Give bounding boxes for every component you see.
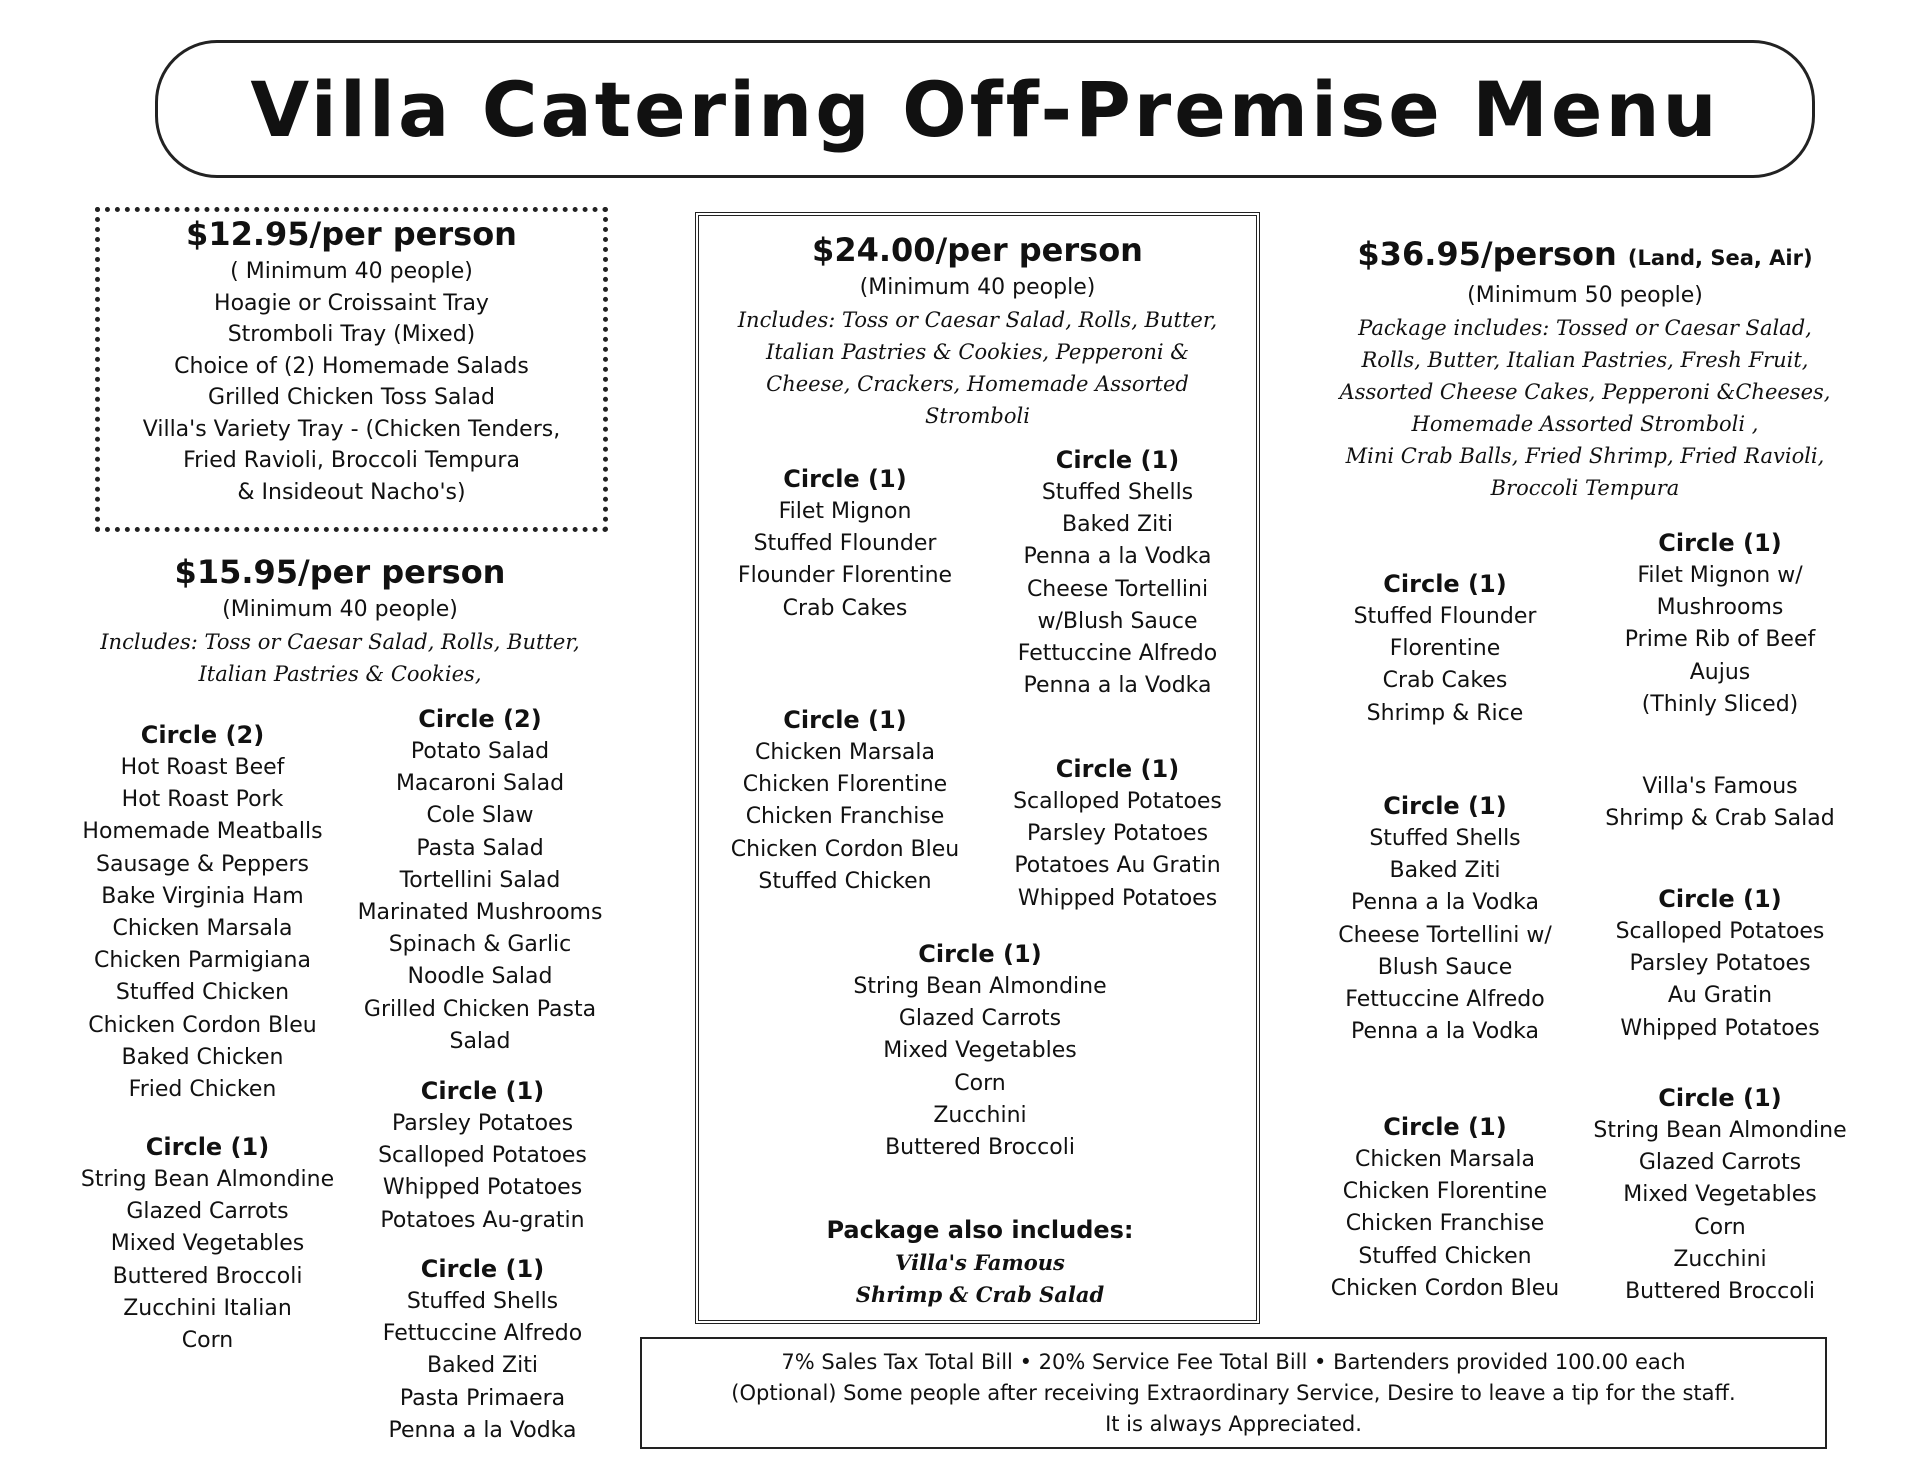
package-price: $12.95/per person (186, 215, 517, 253)
menu-item: Chicken Cordon Bleu (1330, 1275, 1560, 1301)
menu-item: Glazed Carrots (126, 1199, 289, 1225)
menu-item: Baked Ziti (1389, 858, 1501, 884)
menu-item: Grilled Chicken Toss Salad (208, 385, 495, 410)
menu-item: Penna a la Vodka (388, 1417, 577, 1443)
circle-group (350, 1074, 615, 1237)
menu-item: Stuffed Shells (1041, 480, 1194, 505)
circle-heading: Circle (1) (783, 465, 907, 493)
menu-item: Spinach & Garlic (388, 932, 572, 958)
famous-salad-line: Villa's Famous (1642, 774, 1798, 799)
menu-item: String Bean Almondine (853, 974, 1107, 999)
package-price (1285, 232, 1885, 280)
circle-heading: Circle (1) (420, 1077, 545, 1105)
menu-item: Baked Chicken (121, 1044, 284, 1070)
menu-item: Corn (181, 1328, 234, 1354)
package-includes: Stromboli (925, 404, 1030, 429)
menu-item: Fried Ravioli, Broccoli Tempura (183, 448, 520, 473)
menu-item: Penna a la Vodka (1023, 673, 1212, 699)
menu-item: Chicken Parmigiana (94, 948, 311, 974)
package-includes: Includes: Toss or Caesar Salad, Rolls, Butter, (737, 308, 1218, 333)
circle-group (355, 1252, 610, 1447)
menu-item: Tortellini Salad (399, 867, 561, 893)
package-includes: Mini Crab Balls, Fried Shrimp, Fried Ravioli, (1345, 443, 1825, 468)
circle-group (345, 702, 615, 1058)
famous-salad-line: Shrimp & Crab Salad (1605, 806, 1835, 832)
circle-heading: Circle (1) (783, 706, 907, 734)
menu-item: Chicken Franchise (1345, 1211, 1545, 1237)
menu-item: Chicken Franchise (745, 804, 945, 830)
menu-item: Mixed Vegetables (1623, 1182, 1817, 1208)
menu-item: Crab Cakes (782, 595, 908, 621)
menu-item: Pasta Primaera (399, 1385, 566, 1411)
package-price: $24.00/per person (812, 231, 1143, 269)
menu-item: Potato Salad (410, 739, 550, 764)
menu-item: Buttered Broccoli (885, 1135, 1075, 1161)
package-minimum: (Minimum 40 people) (859, 275, 1096, 300)
package-1295 (95, 212, 608, 508)
menu-item: Potatoes Au-gratin (380, 1207, 585, 1233)
menu-item: Penna a la Vodka (1023, 544, 1212, 570)
menu-item: Chicken Marsala (1355, 1147, 1535, 1172)
menu-item: Corn (954, 1070, 1006, 1096)
menu-item: Flounder Florentine (737, 563, 953, 589)
menu-item: Scalloped Potatoes (1013, 789, 1222, 814)
circle-group (710, 703, 980, 898)
package-price-value: $36.95/person (1357, 235, 1617, 273)
menu-item: Aujus (1689, 659, 1751, 685)
package-includes: Assorted Cheese Cakes, Pepperoni &Cheeses, (1339, 379, 1831, 404)
menu-item: Whipped Potatoes (1620, 1015, 1820, 1041)
menu-item: w/Blush Sauce (1037, 608, 1198, 634)
circle-group (985, 752, 1250, 915)
menu-item: (Thinly Sliced) (1641, 691, 1799, 717)
circle-heading: Circle (1) (420, 1255, 545, 1283)
circle-heading: Circle (2) (140, 721, 265, 749)
menu-item: Penna a la Vodka (1350, 890, 1540, 916)
menu-item: Buttered Broccoli (1625, 1279, 1815, 1305)
circle-heading: Circle (2) (418, 705, 542, 733)
menu-item: Chicken Cordon Bleu (88, 1012, 317, 1038)
menu-item: Prime Rib of Beef (1624, 627, 1816, 653)
circle-group (65, 718, 340, 1106)
circle-group (1305, 789, 1585, 1048)
menu-item: Cole Slaw (426, 803, 534, 829)
menu-item: Fried Chicken (128, 1077, 277, 1103)
menu-item: Hot Roast Beef (120, 755, 285, 780)
menu-item: Stuffed Shells (406, 1289, 559, 1314)
circle-heading: Circle (1) (1055, 446, 1180, 474)
circle-group (1590, 526, 1850, 721)
menu-item: Zucchini (1673, 1246, 1767, 1272)
circle-group (65, 1130, 350, 1357)
package-includes: Package includes: Tossed or Caesar Salad, (1358, 315, 1812, 340)
menu-item: Stuffed Chicken (758, 868, 932, 894)
menu-item: Fettuccine Alfredo (1017, 641, 1218, 667)
package-includes: Italian Pastries & Cookies, (198, 662, 482, 687)
menu-item: Stuffed Chicken (115, 980, 290, 1006)
menu-item: Homemade Meatballs (82, 819, 323, 845)
menu-item: Scalloped Potatoes (378, 1143, 587, 1169)
menu-item: String Bean Almondine (1593, 1118, 1847, 1143)
menu-item: Sausage & Peppers (96, 851, 309, 877)
menu-item: Buttered Broccoli (112, 1263, 303, 1289)
menu-item: Zucchini (933, 1102, 1027, 1128)
menu-item: Fettuccine Alfredo (1345, 987, 1545, 1013)
menu-item: Glazed Carrots (1638, 1150, 1802, 1176)
menu-item: Cheese Tortellini w/ (1338, 922, 1552, 948)
menu-item: Noodle Salad (407, 964, 553, 990)
menu-item: Macaroni Salad (395, 771, 565, 797)
menu-item: Chicken Florentine (742, 772, 948, 798)
menu-item: Whipped Potatoes (382, 1175, 583, 1201)
circle-group (985, 443, 1250, 702)
menu-item: Chicken Cordon Bleu (730, 836, 960, 862)
menu-item: & Insideout Nacho's) (237, 479, 466, 505)
circle-heading: Circle (1) (1383, 792, 1507, 820)
menu-item: Mushrooms (1656, 595, 1784, 621)
package-includes: Homemade Assorted Stromboli , (1411, 411, 1759, 436)
menu-item: Chicken Marsala (755, 740, 935, 765)
menu-item: Salad (449, 1028, 511, 1054)
also-includes-heading: Package also includes: (826, 1216, 1134, 1244)
menu-item: Mixed Vegetables (110, 1231, 305, 1257)
circle-group (830, 937, 1130, 1164)
menu-item: Chicken Florentine (1342, 1179, 1548, 1205)
footer-line: (Optional) Some people after receiving Extraordinary Service, Desire to leave a tip for the staff. (731, 1380, 1736, 1405)
menu-item: Crab Cakes (1382, 668, 1508, 694)
menu-item: Scalloped Potatoes (1615, 919, 1825, 944)
menu-item: Grilled Chicken Pasta (363, 996, 597, 1022)
menu-item: Filet Mignon w/ (1637, 563, 1803, 588)
package-minimum: (Minimum 40 people) (222, 597, 458, 622)
title-banner (155, 40, 1815, 178)
circle-group (715, 462, 975, 625)
menu-item: Penna a la Vodka (1350, 1019, 1540, 1045)
package-minimum: ( Minimum 40 people) (230, 259, 473, 284)
package-minimum: (Minimum 50 people) (1467, 283, 1703, 308)
menu-item: Cheese Tortellini (1026, 576, 1209, 602)
package-includes: Broccoli Tempura (1490, 475, 1680, 500)
menu-item: Stuffed Shells (1369, 826, 1521, 851)
menu-item: Glazed Carrots (898, 1006, 1062, 1032)
menu-item: Stuffed Flounder (753, 531, 937, 557)
circle-heading: Circle (1) (1658, 529, 1782, 557)
menu-item: Baked Ziti (427, 1353, 538, 1379)
package-includes: Italian Pastries & Cookies, Pepperoni & (766, 340, 1189, 365)
package-includes: Includes: Toss or Caesar Salad, Rolls, Butter, (100, 630, 580, 655)
also-includes-item: Shrimp & Crab Salad (855, 1282, 1105, 1307)
package-price: $15.95/per person (174, 553, 506, 591)
package-2400-header (700, 228, 1255, 432)
circle-heading: Circle (1) (1383, 570, 1507, 598)
menu-item: Stromboli Tray (Mixed) (227, 322, 476, 347)
circle-heading: Circle (1) (918, 940, 1042, 968)
circle-heading: Circle (1) (1658, 885, 1782, 913)
package-price-note: (Land, Sea, Air) (1627, 246, 1813, 270)
circle-group (1310, 1110, 1580, 1305)
menu-item: Zucchini Italian (123, 1295, 292, 1321)
menu-item: Parsley Potatoes (1629, 951, 1811, 977)
package-1595-header (40, 550, 640, 690)
menu-item: Stuffed Chicken (1358, 1243, 1532, 1269)
menu-item: Fettuccine Alfredo (382, 1321, 583, 1347)
menu-item: Bake Virginia Ham (101, 883, 304, 909)
page-title: Villa Catering Off-Premise Menu (250, 64, 1720, 154)
menu-item: Filet Mignon (778, 499, 912, 524)
menu-item: Baked Ziti (1062, 512, 1173, 538)
circle-heading: Circle (1) (145, 1133, 270, 1161)
package-includes: Rolls, Butter, Italian Pastries, Fresh Fruit, (1361, 347, 1809, 372)
package-3695-header (1285, 232, 1885, 504)
menu-item: Parsley Potatoes (391, 1111, 574, 1136)
circle-group (1310, 567, 1580, 730)
circle-heading: Circle (1) (1383, 1113, 1507, 1141)
menu-item: Potatoes Au Gratin (1014, 853, 1221, 879)
menu-item: Blush Sauce (1377, 954, 1513, 980)
package-also-includes (780, 1213, 1180, 1311)
menu-item: Parsley Potatoes (1026, 821, 1209, 847)
footer-line: 7% Sales Tax Total Bill • 20% Service Fee Total Bill • Bartenders provided 100.00 each (781, 1349, 1686, 1374)
menu-item: String Bean Almondine (80, 1167, 335, 1192)
menu-item: Hoagie or Croissaint Tray (214, 290, 489, 316)
menu-item: Whipped Potatoes (1017, 885, 1218, 911)
famous-salad (1570, 771, 1870, 835)
circle-group (1590, 882, 1850, 1045)
footer-line: It is always Appreciated. (1105, 1411, 1362, 1436)
menu-item: Pasta Salad (416, 835, 544, 861)
menu-item: Mixed Vegetables (883, 1038, 1077, 1064)
menu-item: Choice of (2) Homemade Salads (174, 353, 529, 379)
also-includes-item: Villa's Famous (895, 1250, 1065, 1275)
circle-heading: Circle (1) (1055, 755, 1180, 783)
menu-item: Florentine (1389, 636, 1501, 662)
menu-item: Shrimp & Rice (1366, 700, 1524, 726)
menu-item: Marinated Mushrooms (357, 900, 603, 926)
menu-item: Chicken Marsala (112, 916, 293, 942)
circle-group (1580, 1081, 1860, 1308)
package-includes: Cheese, Crackers, Homemade Assorted (766, 372, 1189, 397)
menu-item: Villa's Variety Tray - (Chicken Tenders, (142, 416, 561, 442)
menu-item: Au Gratin (1667, 983, 1773, 1009)
menu-item: Hot Roast Pork (121, 787, 284, 813)
circle-heading: Circle (1) (1658, 1084, 1782, 1112)
footer-notice (640, 1337, 1827, 1449)
menu-item: Stuffed Flounder (1353, 604, 1537, 629)
menu-item: Corn (1694, 1214, 1746, 1240)
